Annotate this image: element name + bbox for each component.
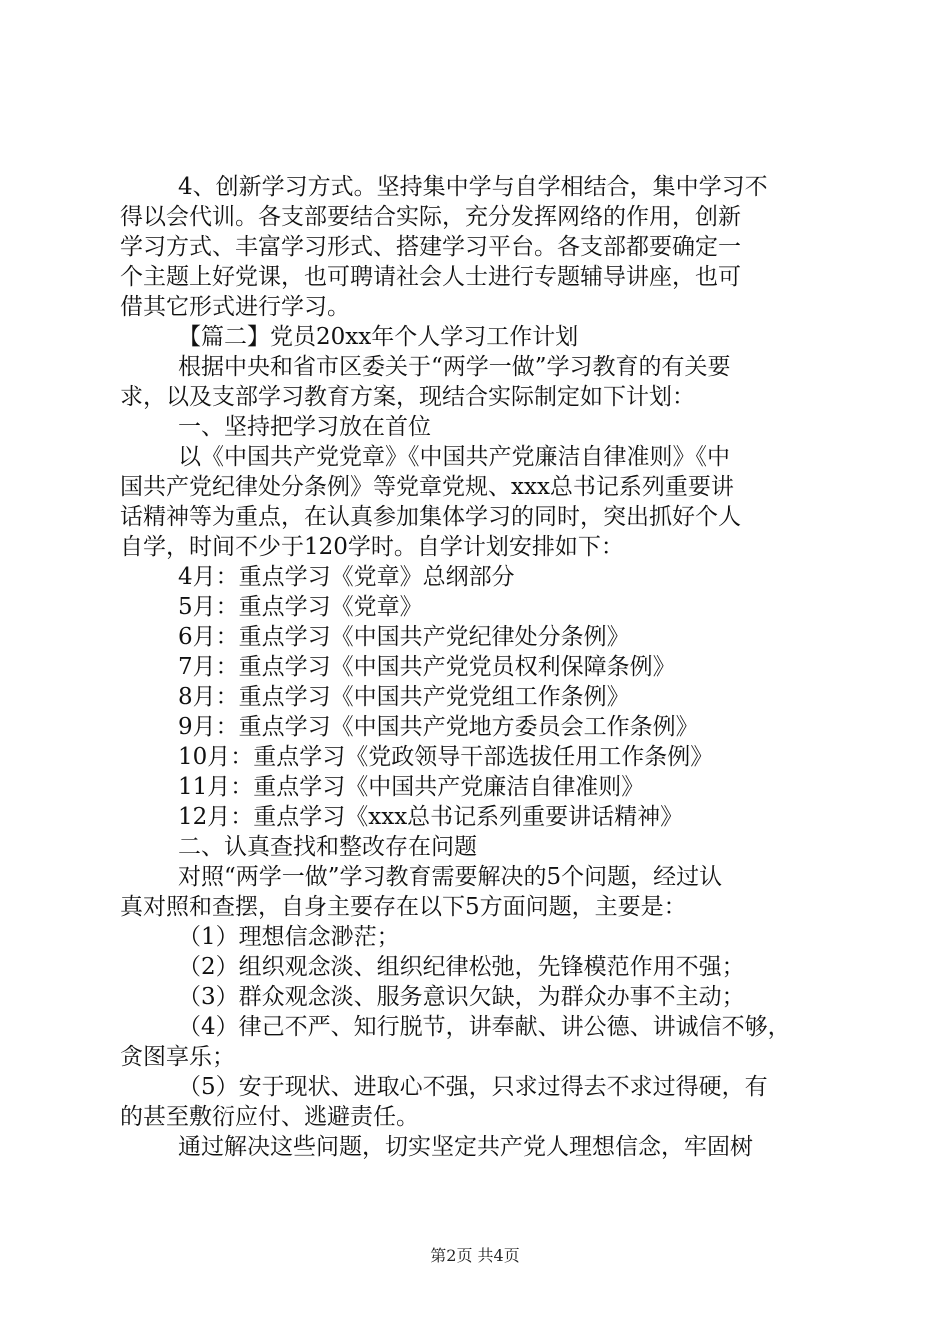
text-line: 以《中国共产党党章》《中国共产党廉洁自律准则》《中 bbox=[178, 444, 730, 470]
text-line: （5）安于现状、进取心不强，只求过得去不求过得硬，有 bbox=[178, 1074, 768, 1100]
text-line: 9月：重点学习《中国共产党地方委员会工作条例》 bbox=[178, 714, 699, 740]
text-line: 二、认真查找和整改存在问题 bbox=[178, 834, 477, 860]
text-line: 借其它形式进行学习。 bbox=[120, 294, 350, 320]
text-line: 11月：重点学习《中国共产党廉洁自律准则》 bbox=[178, 774, 645, 800]
text-line: 根据中央和省市区委关于“两学一做”学习教育的有关要 bbox=[178, 354, 731, 380]
text-line: （4）律己不严、知行脱节，讲奉献、讲公德、讲诚信不够， bbox=[178, 1014, 791, 1040]
text-line: 个主题上好党课，也可聘请社会人士进行专题辅导讲座，也可 bbox=[120, 264, 741, 290]
text-line: 4、创新学习方式。坚持集中学与自学相结合，集中学习不 bbox=[178, 174, 768, 200]
text-line: 一、坚持把学习放在首位 bbox=[178, 414, 431, 440]
text-line: 的甚至敷衍应付、逃避责任。 bbox=[120, 1104, 419, 1130]
text-line: 得以会代训。各支部要结合实际，充分发挥网络的作用，创新 bbox=[120, 204, 741, 230]
text-line: 真对照和查摆，自身主要存在以下5方面问题，主要是： bbox=[120, 894, 687, 920]
page-footer: 第2页 共4页 bbox=[430, 1246, 520, 1265]
text-line: 【篇二】党员20xx年个人学习工作计划 bbox=[178, 324, 579, 350]
text-line: 学习方式、丰富学习形式、搭建学习平台。各支部都要确定一 bbox=[120, 234, 741, 260]
document-body bbox=[120, 172, 840, 1162]
text-line: 自学，时间不少于120学时。自学计划安排如下： bbox=[120, 534, 624, 560]
text-line: 10月：重点学习《党政领导干部选拔任用工作条例》 bbox=[178, 744, 714, 770]
text-line: （1）理想信念渺茫； bbox=[178, 924, 400, 950]
text-line: 话精神等为重点，在认真参加集体学习的同时，突出抓好个人 bbox=[120, 504, 741, 530]
text-line: 5月：重点学习《党章》 bbox=[178, 594, 423, 620]
text-line: 6月：重点学习《中国共产党纪律处分条例》 bbox=[178, 624, 630, 650]
text-line: 求，以及支部学习教育方案，现结合实际制定如下计划： bbox=[120, 384, 695, 410]
text-line: 贪图享乐； bbox=[120, 1044, 235, 1070]
text-line: 7月：重点学习《中国共产党党员权利保障条例》 bbox=[178, 654, 676, 680]
text-line: 4月：重点学习《党章》总纲部分 bbox=[178, 564, 515, 590]
text-line: 8月：重点学习《中国共产党党组工作条例》 bbox=[178, 684, 630, 710]
text-line: （2）组织观念淡、组织纪律松弛，先锋模范作用不强； bbox=[178, 954, 745, 980]
text-line: （3）群众观念淡、服务意识欠缺，为群众办事不主动； bbox=[178, 984, 745, 1010]
text-line: 12月：重点学习《xxx总书记系列重要讲话精神》 bbox=[178, 804, 684, 830]
text-line: 对照“两学一做”学习教育需要解决的5个问题，经过认 bbox=[178, 864, 723, 890]
text-line: 国共产党纪律处分条例》等党章党规、xxx总书记系列重要讲 bbox=[120, 474, 734, 500]
text-line: 通过解决这些问题，切实坚定共产党人理想信念，牢固树 bbox=[178, 1134, 753, 1160]
